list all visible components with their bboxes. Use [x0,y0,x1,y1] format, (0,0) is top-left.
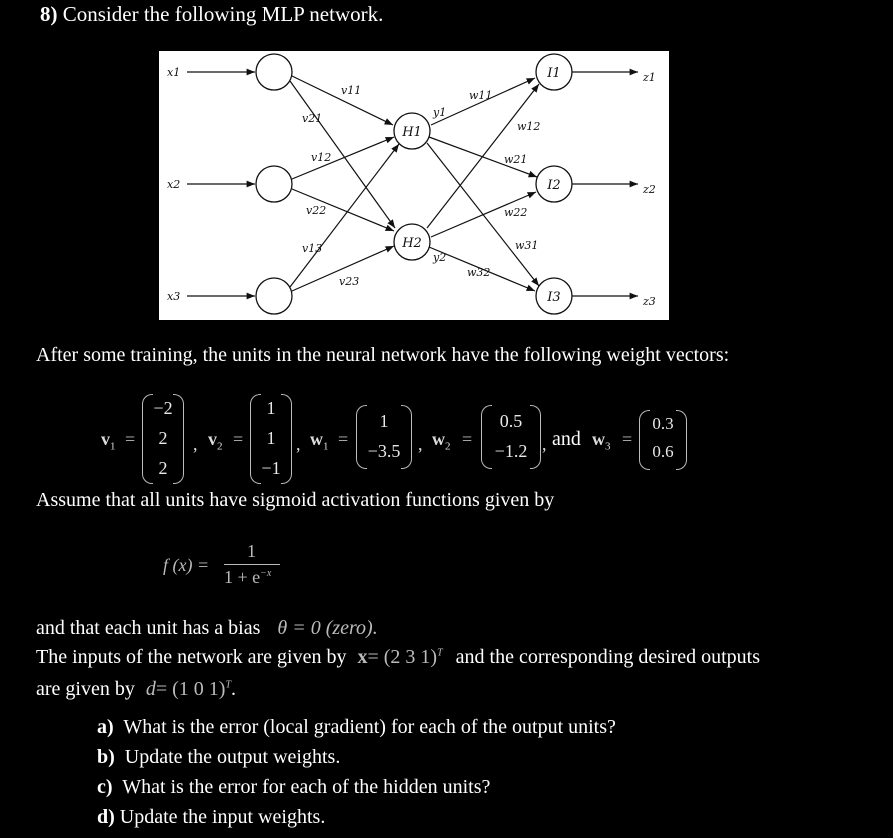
question-a: a) What is the error (local gradient) for each of the output units? [97,716,616,738]
label-w21: w21 [504,153,528,166]
v2-vector [250,394,292,484]
desired-text: are given by d= (1 0 1)$^T$. [36,678,237,700]
v2-value: 1 [266,398,276,418]
label-x2: x2 [167,178,181,191]
formula-lhs: f (x) = [163,555,210,575]
label-H1: H1 [402,125,422,140]
label-w22: w22 [504,206,528,219]
v1-value: −2 [153,398,173,418]
w2-value: −1.2 [494,441,528,461]
label-y2: y2 [433,251,447,264]
question-b: b) Update the output weights. [97,746,341,768]
question-title-text: Consider the following MLP network. [62,2,384,26]
sub-questions [97,716,616,836]
d-vector-label: d [145,678,156,700]
w1-equals: = [338,429,349,449]
comma: , [193,434,198,454]
intro-text: After some training, the units in the neural network have the following weight vectors: [36,344,730,366]
v2-equals: = [233,429,244,449]
comma: , [296,434,301,454]
inputs-text: The inputs of the network are given by x= (2 3 1)$^T$ and the corresponding desired outputs [36,646,761,668]
w1-vector [356,405,412,469]
formula-numerator: 1 [247,541,256,561]
label-x3: x3 [167,290,181,303]
label-I2: I2 [547,178,561,193]
w2-equals: = [462,429,473,449]
comma: , [542,434,547,454]
input-node-3 [256,278,292,314]
label-w31: w31 [515,239,539,252]
label-w32: w32 [467,266,491,279]
question-d: d) Update the input weights. [97,806,326,828]
w2-label: $w_2$ [432,429,451,453]
label-w12: w12 [517,120,541,133]
input-node-1 [256,54,292,90]
label-z3: z3 [643,295,656,308]
and-word: and [552,428,581,450]
w1-value: 1 [379,411,389,431]
v1-equals: = [125,429,136,449]
w1-label: $w_1$ [310,429,329,453]
mlp-diagram [159,51,669,320]
formula-fraction-bar [224,564,280,565]
v1-value: 2 [158,428,168,448]
v1-vector [142,394,184,484]
label-z1: z1 [643,71,656,84]
v2-label: $v_2$ [208,429,223,453]
question-c: c) What is the error for each of the hidden units? [97,776,491,798]
label-x1: x1 [167,66,181,79]
label-I1: I1 [547,66,561,81]
label-v22: v22 [306,204,327,217]
assume-text: Assume that all units have sigmoid activation functions given by [36,489,555,511]
w3-vector [639,410,687,470]
d-vector-value: = (1 0 1) [155,678,226,700]
x-vector-label: x [357,646,368,668]
w3-value: 0.6 [652,442,674,461]
bias-equation: θ = 0 (zero). [277,617,378,639]
label-v13: v13 [302,242,323,255]
w2-vector [481,405,541,469]
label-v12: v12 [311,151,332,164]
input-node-2 [256,166,292,202]
question-number: 8) [40,2,58,26]
w1-value: −3.5 [367,441,401,461]
mlp-diagram-svg [159,51,669,320]
label-y1: y1 [433,106,447,119]
label-v11: v11 [341,84,362,97]
v1-value: 2 [158,458,168,478]
edge-v12 [292,137,394,179]
label-H2: H2 [402,236,422,251]
label-v23: v23 [339,275,360,288]
w3-equals: = [622,429,633,449]
formula-denominator: $1 + e^{-x}$ [224,567,272,587]
bias-text: and that each unit has a bias θ = 0 (zero). [36,617,378,639]
w3-value: 0.3 [652,414,674,433]
v2-value: −1 [261,458,281,478]
w2-value: 0.5 [499,411,523,431]
question-title [40,2,383,27]
v1-label: $v_1$ [101,429,116,453]
comma: , [418,434,423,454]
label-v21: v21 [302,112,323,125]
label-I3: I3 [547,290,561,305]
x-vector-value: = (2 3 1) [367,646,438,668]
label-z2: z2 [643,183,656,196]
v2-value: 1 [266,428,276,448]
label-w11: w11 [469,89,493,102]
w3-label: $w_3$ [592,429,611,453]
